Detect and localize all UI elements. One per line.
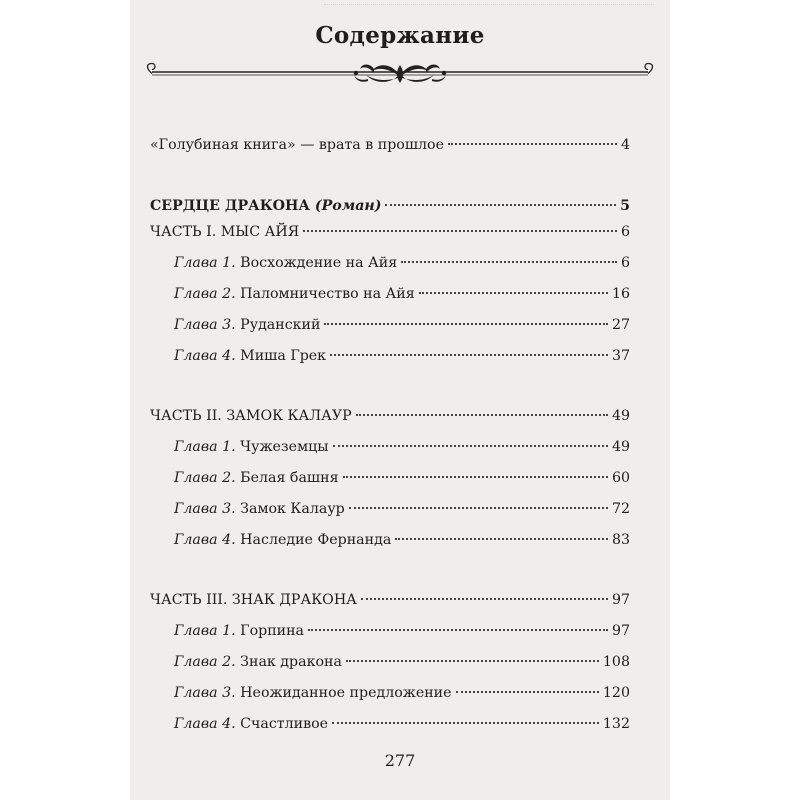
chapter-prefix: Глава 3. [174,685,236,701]
ornament-divider-icon [142,58,658,94]
toc-part-1[interactable] [150,217,630,248]
toc-chapter[interactable] [150,463,630,494]
chapter-prefix: Глава 3. [174,317,236,333]
chapter-prefix: Глава 4. [174,716,236,732]
chapter-prefix: Глава 2. [174,286,236,302]
chapter-prefix: Глава 1. [174,623,236,639]
chapter-title: Миша Грек [240,348,327,364]
toc-part-3[interactable] [150,585,630,616]
chapter-prefix: Глава 2. [174,470,236,486]
chapter-prefix: Глава 1. [174,439,236,455]
toc-entry-page: 60 [611,470,630,486]
chapter-title: Замок Калаур [240,501,345,517]
toc-chapter[interactable] [150,616,630,647]
dot-leader [332,722,599,724]
page-number: 277 [384,751,416,770]
chapter-title: Восхождение на Айя [240,255,398,271]
dot-leader [333,445,608,447]
toc-entry-page: 49 [611,439,630,455]
chapter-title: Горпина [240,623,305,639]
dot-leader [308,629,608,631]
toc-entry-page: 97 [611,623,630,639]
toc-entry-novel[interactable] [150,195,630,217]
chapter-prefix: Глава 1. [174,255,236,271]
toc-entry-page: 37 [611,348,630,364]
dot-leader [346,660,599,662]
toc-part-2[interactable] [150,401,630,432]
toc-entry-page: 6 [620,255,630,271]
part-label: ЧАСТЬ III. ЗНАК ДРАКОНА [150,592,357,608]
dot-leader [303,230,617,232]
toc-entry-page: 5 [620,198,630,214]
toc-entry-page: 83 [611,532,630,548]
toc-entry-page: 72 [611,501,630,517]
part-label: ЧАСТЬ I. МЫС АЙЯ [150,224,300,240]
toc-entry-page: 120 [602,685,630,701]
part-label: ЧАСТЬ II. ЗАМОК КАЛАУР [150,408,352,424]
chapter-title: Наследие Фернанда [240,532,392,548]
page-title: Содержание [315,22,485,49]
chapter-title: Знак дракона [240,654,342,670]
chapter-prefix: Глава 4. [174,348,236,364]
chapter-prefix: Глава 2. [174,654,236,670]
toc-chapter[interactable] [150,279,630,310]
toc-entry-page: 16 [611,286,630,302]
chapter-prefix: Глава 3. [174,501,236,517]
chapter-title: Счастливое [240,716,329,732]
dot-leader [385,204,616,206]
dot-leader [401,261,617,263]
toc-entry-label: «Голубиная книга» — врата в прошлое [150,137,444,153]
toc-chapter[interactable] [150,432,630,463]
chapter-title: Неожиданное предложение [240,685,452,701]
toc-entry-page: 27 [611,317,630,333]
toc-entry-page: 4 [620,137,630,153]
toc-chapter[interactable] [150,248,630,279]
dot-leader [324,323,607,325]
toc-entry-page: 97 [611,592,630,608]
toc-entry-page: 49 [611,408,630,424]
chapter-title: Руданский [240,317,321,333]
toc-entry-intro[interactable] [150,134,630,156]
toc-entry-page: 108 [602,654,630,670]
bleed-through [324,4,654,15]
toc-entry-page: 132 [602,716,630,732]
toc-chapter[interactable] [150,525,630,556]
dot-leader [395,538,608,540]
toc-chapter[interactable] [150,678,630,709]
dot-leader [448,143,617,145]
dot-leader [356,414,608,416]
novel-subtitle: (Роман) [314,198,382,214]
toc-chapter[interactable] [150,647,630,678]
dot-leader [330,354,608,356]
toc-chapter[interactable] [150,709,630,740]
chapter-title: Паломничество на Айя [240,286,415,302]
toc-chapter[interactable] [150,494,630,525]
toc-entry-page: 6 [620,224,630,240]
chapter-title: Чужеземцы [240,439,329,455]
dot-leader [349,507,608,509]
table-of-contents [150,134,630,740]
dot-leader [456,691,599,693]
toc-chapter[interactable] [150,341,630,372]
dot-leader [361,598,608,600]
toc-chapter[interactable] [150,310,630,341]
chapter-title: Белая башня [240,470,339,486]
dot-leader [419,292,608,294]
chapter-prefix: Глава 4. [174,532,236,548]
novel-title: СЕРДЦЕ ДРАКОНА [150,198,310,214]
dot-leader [343,476,608,478]
book-page [130,0,670,800]
